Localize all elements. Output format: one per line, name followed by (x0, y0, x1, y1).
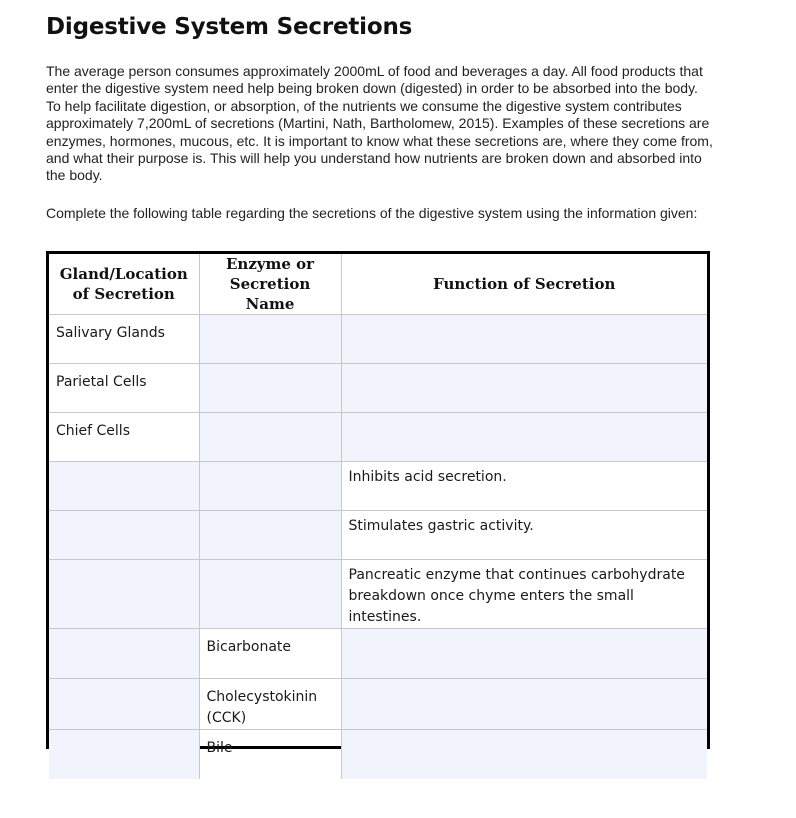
cell-text: Inhibits acid secretion. (348, 469, 507, 485)
table-row (49, 679, 707, 730)
table-row (49, 462, 707, 511)
table-row (49, 315, 707, 364)
table-row (49, 413, 707, 462)
given-cell-function (341, 511, 707, 560)
answer-cell-enzyme[interactable] (199, 511, 341, 560)
given-cell-enzyme (199, 679, 341, 730)
answer-cell-gland[interactable] (49, 679, 199, 730)
answer-cell-function[interactable] (341, 730, 707, 780)
answer-cell-function[interactable] (341, 679, 707, 730)
cell-text: Pancreatic enzyme that continues carbohydrate breakdown once chyme enters the small intestines. (348, 567, 685, 625)
answer-cell-enzyme[interactable] (199, 462, 341, 511)
cell-text: Stimulates gastric activity. (348, 518, 534, 534)
cell-text: Cholecystokinin (CCK) (206, 689, 318, 726)
answer-cell-gland[interactable] (49, 730, 199, 780)
table-row (49, 730, 707, 780)
table-body (49, 315, 707, 780)
answer-cell-gland[interactable] (49, 511, 199, 560)
header-function: Function of Secretion (341, 254, 707, 315)
given-cell-gland (49, 364, 199, 413)
given-cell-gland (49, 413, 199, 462)
table-row (49, 364, 707, 413)
answer-cell-function[interactable] (341, 629, 707, 679)
answer-cell-function[interactable] (341, 364, 707, 413)
given-cell-function (341, 560, 707, 629)
cell-text: Parietal Cells (56, 374, 147, 390)
given-cell-enzyme (199, 730, 341, 780)
answer-cell-enzyme[interactable] (199, 315, 341, 364)
cell-text: Salivary Glands (56, 325, 165, 341)
answer-cell-gland[interactable] (49, 560, 199, 629)
header-gland: Gland/Location of Secretion (49, 254, 199, 315)
answer-cell-enzyme[interactable] (199, 364, 341, 413)
page-title: Digestive System Secretions (46, 14, 413, 40)
given-cell-function (341, 462, 707, 511)
header-enzyme: Enzyme or Secretion Name (199, 254, 341, 315)
given-cell-enzyme (199, 629, 341, 679)
table-header-row (49, 254, 707, 315)
cell-text: Bicarbonate (206, 639, 292, 655)
table-row (49, 511, 707, 560)
answer-cell-function[interactable] (341, 413, 707, 462)
table-row (49, 560, 707, 629)
answer-cell-gland[interactable] (49, 462, 199, 511)
intro-paragraph: The average person consumes approximately 2000mL of food and beverages a day. All food products that enter the digestive system need help being broken down (digested) in order to be absorbed into the body. To help facilitate digestion, or absorption, of the nutrients we consume the digestive system contributes approximately 7,200mL of secretions (Martini, Nath, Bartholomew, 2015). Examples of these secretions are enzymes, hormones, mucous, etc. It is important to know what these secretions are, where they come from, and what their purpose is. This will help you understand how nutrients are broken down and absorbed into the body. (46, 63, 713, 184)
answer-cell-enzyme[interactable] (199, 560, 341, 629)
answer-cell-enzyme[interactable] (199, 413, 341, 462)
cell-text: Bile (206, 740, 233, 756)
cell-text: Chief Cells (56, 423, 130, 439)
secretions-table (49, 254, 707, 779)
answer-cell-gland[interactable] (49, 629, 199, 679)
given-cell-gland (49, 315, 199, 364)
secretions-table-frame (46, 251, 710, 756)
answer-cell-function[interactable] (341, 315, 707, 364)
instruction-text: Complete the following table regarding the secretions of the digestive system using the information given: (46, 205, 698, 221)
table-row (49, 629, 707, 679)
